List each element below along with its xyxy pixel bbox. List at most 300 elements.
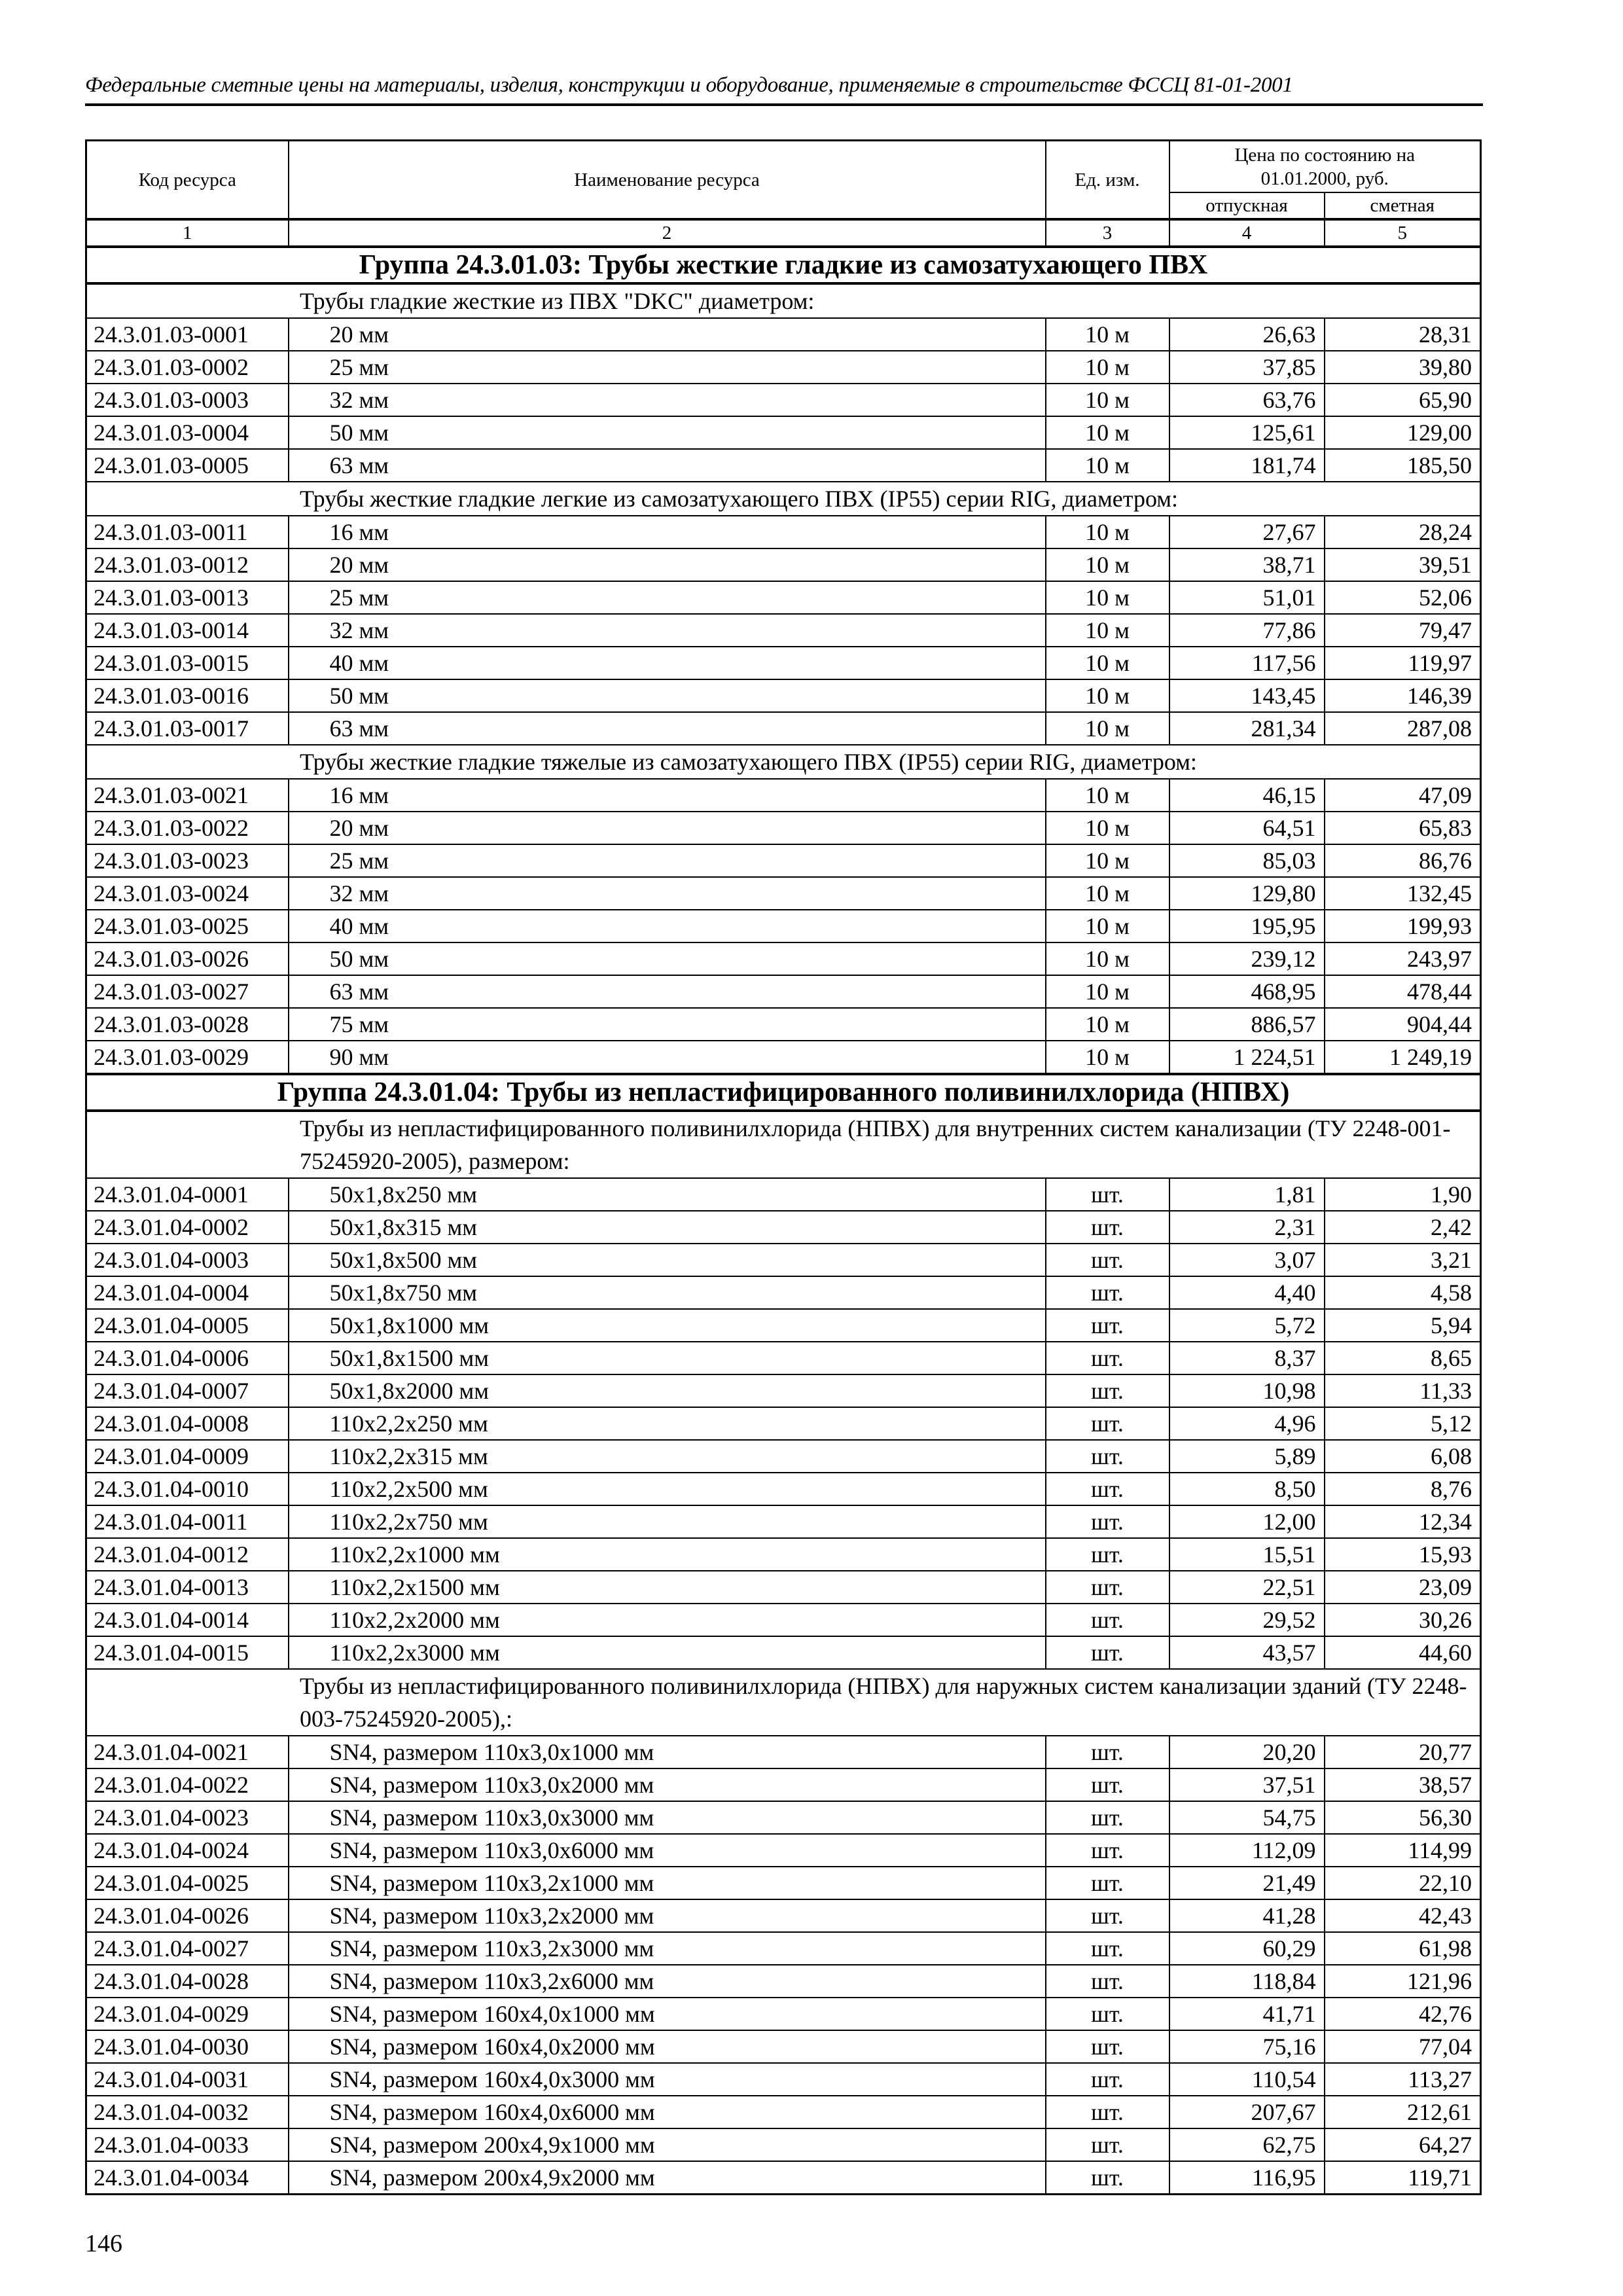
resource-name: SN4, размером 110х3,2х3000 мм [289,1932,1046,1965]
price-release: 117,56 [1169,647,1325,679]
unit: 10 м [1046,910,1169,942]
price-estimate: 12,34 [1325,1505,1481,1538]
price-estimate: 904,44 [1325,1008,1481,1041]
resource-name: 110х2,2х250 мм [289,1407,1046,1440]
price-release: 8,50 [1169,1473,1325,1505]
table-row [86,1998,1481,2030]
price-estimate: 243,97 [1325,942,1481,975]
price-release: 4,40 [1169,1276,1325,1309]
resource-code: 24.3.01.04-0012 [86,1538,289,1571]
price-estimate: 1,90 [1325,1178,1481,1211]
subgroup-heading: Трубы из непластифицированного поливинилхлорида (НПВХ) для наружных систем канализации зданий (ТУ 2248-003-75245920-2005),: [86,1669,1481,1736]
price-estimate: 39,80 [1325,351,1481,384]
price-release: 29,52 [1169,1604,1325,1636]
table-row [86,1473,1481,1505]
price-estimate: 199,93 [1325,910,1481,942]
subgroup-heading: Трубы жесткие гладкие легкие из самозатухающего ПВХ (IP55) серии RIG, диаметром: [86,482,1481,516]
price-estimate: 8,65 [1325,1342,1481,1374]
price-release: 1 224,51 [1169,1041,1325,1074]
price-release: 3,07 [1169,1244,1325,1276]
subgroup-heading: Трубы жесткие гладкие тяжелые из самозатухающего ПВХ (IP55) серии RIG, диаметром: [86,745,1481,779]
unit: шт. [1046,1309,1169,1342]
price-estimate: 42,76 [1325,1998,1481,2030]
price-release: 2,31 [1169,1211,1325,1244]
unit: шт. [1046,1768,1169,1801]
unit: 10 м [1046,844,1169,877]
table-row [86,516,1481,548]
price-release: 143,45 [1169,679,1325,712]
table-row [86,384,1481,416]
price-estimate: 64,27 [1325,2128,1481,2161]
subgroup-heading-row [86,283,1481,318]
price-estimate: 5,94 [1325,1309,1481,1342]
subgroup-heading-row [86,745,1481,779]
resource-code: 24.3.01.04-0014 [86,1604,289,1636]
unit: шт. [1046,2128,1169,2161]
table-row [86,1932,1481,1965]
price-release: 62,75 [1169,2128,1325,2161]
resource-name: 110х2,2х315 мм [289,1440,1046,1473]
resource-name: 63 мм [289,975,1046,1008]
resource-name: 40 мм [289,910,1046,942]
unit: шт. [1046,2161,1169,2195]
price-estimate: 65,90 [1325,384,1481,416]
price-release: 10,98 [1169,1374,1325,1407]
price-estimate: 2,42 [1325,1211,1481,1244]
table-row [86,581,1481,614]
price-estimate: 28,31 [1325,318,1481,351]
price-estimate: 132,45 [1325,877,1481,910]
group-title: Группа 24.3.01.03: Трубы жесткие гладкие из самозатухающего ПВХ [86,247,1481,283]
price-estimate: 23,09 [1325,1571,1481,1604]
table-row [86,1867,1481,1899]
price-release: 41,28 [1169,1899,1325,1932]
price-estimate: 4,58 [1325,1276,1481,1309]
table-row [86,1244,1481,1276]
unit: шт. [1046,1440,1169,1473]
price-estimate: 129,00 [1325,416,1481,449]
unit: шт. [1046,1407,1169,1440]
unit: шт. [1046,1276,1169,1309]
subgroup-heading: Трубы гладкие жесткие из ПВХ "DKC" диаметром: [86,283,1481,318]
price-estimate: 119,71 [1325,2161,1481,2195]
price-release: 129,80 [1169,877,1325,910]
unit: шт. [1046,1801,1169,1834]
resource-name: 63 мм [289,712,1046,745]
unit: шт. [1046,1965,1169,1998]
resource-code: 24.3.01.04-0005 [86,1309,289,1342]
resource-code: 24.3.01.03-0013 [86,581,289,614]
table-row [86,1768,1481,1801]
unit: 10 м [1046,614,1169,647]
price-estimate: 146,39 [1325,679,1481,712]
table-row [86,1538,1481,1571]
resource-name: 50х1,8х1000 мм [289,1309,1046,1342]
subgroup-heading-row [86,482,1481,516]
table-row [86,1407,1481,1440]
unit: шт. [1046,1998,1169,2030]
resource-name: 20 мм [289,812,1046,844]
group-title: Группа 24.3.01.04: Трубы из непластифицированного поливинилхлорида (НПВХ) [86,1074,1481,1111]
resource-name: 32 мм [289,384,1046,416]
resource-code: 24.3.01.04-0021 [86,1736,289,1768]
price-release: 5,89 [1169,1440,1325,1473]
resource-code: 24.3.01.04-0008 [86,1407,289,1440]
table-row [86,318,1481,351]
resource-name: 50х1,8х2000 мм [289,1374,1046,1407]
resource-name: SN4, размером 160х4,0х1000 мм [289,1998,1046,2030]
running-header: Федеральные сметные цены на материалы, изделия, конструкции и оборудование, применяемые в строительстве ФССЦ 81-01-2001 [85,73,1293,97]
price-estimate: 6,08 [1325,1440,1481,1473]
unit: шт. [1046,1636,1169,1669]
price-release: 8,37 [1169,1342,1325,1374]
table-row [86,975,1481,1008]
unit: 10 м [1046,679,1169,712]
resource-code: 24.3.01.04-0007 [86,1374,289,1407]
price-estimate: 11,33 [1325,1374,1481,1407]
table-row [86,1211,1481,1244]
unit: шт. [1046,1211,1169,1244]
resource-name: 110х2,2х1500 мм [289,1571,1046,1604]
price-release: 51,01 [1169,581,1325,614]
resource-code: 24.3.01.03-0014 [86,614,289,647]
unit: шт. [1046,1374,1169,1407]
resource-name: 40 мм [289,647,1046,679]
resource-name: 25 мм [289,844,1046,877]
resource-code: 24.3.01.04-0001 [86,1178,289,1211]
resource-name: SN4, размером 200х4,9х2000 мм [289,2161,1046,2195]
resource-code: 24.3.01.03-0026 [86,942,289,975]
price-estimate: 30,26 [1325,1604,1481,1636]
unit: шт. [1046,1244,1169,1276]
unit: шт. [1046,1178,1169,1211]
resource-name: 32 мм [289,877,1046,910]
unit: шт. [1046,1932,1169,1965]
header-unit: Ед. изм. [1046,141,1169,220]
unit: шт. [1046,1538,1169,1571]
price-release: 77,86 [1169,614,1325,647]
price-release: 125,61 [1169,416,1325,449]
price-release: 239,12 [1169,942,1325,975]
header-price-estimate: сметная [1325,192,1481,219]
resource-code: 24.3.01.04-0033 [86,2128,289,2161]
price-estimate: 478,44 [1325,975,1481,1008]
unit: шт. [1046,1834,1169,1867]
price-estimate: 114,99 [1325,1834,1481,1867]
resource-name: 110х2,2х500 мм [289,1473,1046,1505]
table-row [86,1440,1481,1473]
resource-code: 24.3.01.04-0013 [86,1571,289,1604]
price-release: 54,75 [1169,1801,1325,1834]
price-estimate: 39,51 [1325,548,1481,581]
resource-code: 24.3.01.04-0031 [86,2063,289,2096]
resource-code: 24.3.01.03-0017 [86,712,289,745]
resource-name: 50х1,8х250 мм [289,1178,1046,1211]
resource-name: 110х2,2х1000 мм [289,1538,1046,1571]
resource-name: 50 мм [289,679,1046,712]
price-release: 181,74 [1169,449,1325,482]
price-release: 60,29 [1169,1932,1325,1965]
unit: шт. [1046,1342,1169,1374]
unit: 10 м [1046,877,1169,910]
table-row [86,1899,1481,1932]
price-estimate: 5,12 [1325,1407,1481,1440]
resource-name: 50х1,8х750 мм [289,1276,1046,1309]
resource-code: 24.3.01.03-0028 [86,1008,289,1041]
unit: 10 м [1046,384,1169,416]
price-release: 207,67 [1169,2096,1325,2128]
group-title-row [86,247,1481,283]
price-estimate: 20,77 [1325,1736,1481,1768]
resource-name: SN4, размером 110х3,2х2000 мм [289,1899,1046,1932]
table-row [86,2161,1481,2195]
unit: 10 м [1046,975,1169,1008]
unit: 10 м [1046,942,1169,975]
unit: шт. [1046,1899,1169,1932]
table-row [86,1276,1481,1309]
unit: 10 м [1046,1008,1169,1041]
table-row [86,1801,1481,1834]
price-release: 38,71 [1169,548,1325,581]
unit: 10 м [1046,449,1169,482]
resource-code: 24.3.01.04-0010 [86,1473,289,1505]
unit: 10 м [1046,1041,1169,1074]
resource-code: 24.3.01.03-0005 [86,449,289,482]
resource-name: 16 мм [289,779,1046,812]
price-estimate: 185,50 [1325,449,1481,482]
table-row [86,942,1481,975]
table-row [86,1342,1481,1374]
unit: 10 м [1046,351,1169,384]
unit: 10 м [1046,416,1169,449]
resource-name: SN4, размером 110х3,0х6000 мм [289,1834,1046,1867]
price-release: 281,34 [1169,712,1325,745]
resource-code: 24.3.01.03-0003 [86,384,289,416]
resource-code: 24.3.01.03-0016 [86,679,289,712]
resource-name: SN4, размером 110х3,2х1000 мм [289,1867,1046,1899]
table-row [86,1374,1481,1407]
price-release: 63,76 [1169,384,1325,416]
table-row [86,1309,1481,1342]
price-release: 64,51 [1169,812,1325,844]
resource-code: 24.3.01.04-0023 [86,1801,289,1834]
table-row [86,351,1481,384]
price-release: 1,81 [1169,1178,1325,1211]
resource-code: 24.3.01.03-0025 [86,910,289,942]
price-release: 195,95 [1169,910,1325,942]
unit: шт. [1046,1867,1169,1899]
price-estimate: 3,21 [1325,1244,1481,1276]
price-estimate: 42,43 [1325,1899,1481,1932]
unit: шт. [1046,2063,1169,2096]
price-release: 75,16 [1169,2030,1325,2063]
resource-code: 24.3.01.04-0026 [86,1899,289,1932]
header-name: Наименование ресурса [289,141,1046,220]
price-estimate: 15,93 [1325,1538,1481,1571]
price-release: 21,49 [1169,1867,1325,1899]
price-release: 26,63 [1169,318,1325,351]
price-estimate: 65,83 [1325,812,1481,844]
price-release: 116,95 [1169,2161,1325,2195]
resource-code: 24.3.01.04-0027 [86,1932,289,1965]
header-price-release: отпускная [1169,192,1325,219]
resource-name: 110х2,2х2000 мм [289,1604,1046,1636]
price-release: 85,03 [1169,844,1325,877]
resource-name: 63 мм [289,449,1046,482]
resource-name: SN4, размером 110х3,0х2000 мм [289,1768,1046,1801]
resource-code: 24.3.01.04-0003 [86,1244,289,1276]
unit: 10 м [1046,812,1169,844]
table-row [86,1008,1481,1041]
price-release: 37,51 [1169,1768,1325,1801]
resource-code: 24.3.01.04-0004 [86,1276,289,1309]
table-row [86,910,1481,942]
table-row [86,2030,1481,2063]
header-rule [85,103,1483,106]
resource-code: 24.3.01.03-0015 [86,647,289,679]
price-release: 118,84 [1169,1965,1325,1998]
price-estimate: 56,30 [1325,1801,1481,1834]
table-row [86,1636,1481,1669]
price-estimate: 52,06 [1325,581,1481,614]
resource-code: 24.3.01.03-0027 [86,975,289,1008]
resource-code: 24.3.01.04-0029 [86,1998,289,2030]
resource-name: 90 мм [289,1041,1046,1074]
resource-code: 24.3.01.03-0022 [86,812,289,844]
table-row [86,679,1481,712]
table-row [86,877,1481,910]
column-number: 5 [1325,219,1481,247]
table-row [86,1178,1481,1211]
resource-code: 24.3.01.04-0015 [86,1636,289,1669]
column-number: 2 [289,219,1046,247]
price-estimate: 287,08 [1325,712,1481,745]
resource-code: 24.3.01.04-0002 [86,1211,289,1244]
table-row [86,1571,1481,1604]
table-row [86,2128,1481,2161]
price-release: 20,20 [1169,1736,1325,1768]
page-number: 146 [85,2230,122,2257]
resource-name: SN4, размером 160х4,0х3000 мм [289,2063,1046,2096]
resource-name: 50х1,8х315 мм [289,1211,1046,1244]
resource-code: 24.3.01.03-0021 [86,779,289,812]
resource-name: 25 мм [289,581,1046,614]
column-number: 3 [1046,219,1169,247]
table-row [86,647,1481,679]
resource-name: 50 мм [289,416,1046,449]
table-row [86,416,1481,449]
table-body [86,247,1481,2195]
resource-code: 24.3.01.04-0032 [86,2096,289,2128]
resource-name: 110х2,2х750 мм [289,1505,1046,1538]
price-release: 41,71 [1169,1998,1325,2030]
price-estimate: 77,04 [1325,2030,1481,2063]
table-row [86,449,1481,482]
price-release: 22,51 [1169,1571,1325,1604]
unit: 10 м [1046,581,1169,614]
unit: 10 м [1046,548,1169,581]
price-estimate: 1 249,19 [1325,1041,1481,1074]
resource-name: SN4, размером 110х3,2х6000 мм [289,1965,1046,1998]
resource-code: 24.3.01.03-0011 [86,516,289,548]
resource-code: 24.3.01.04-0006 [86,1342,289,1374]
table-row [86,2063,1481,2096]
price-release: 46,15 [1169,779,1325,812]
table-row [86,1505,1481,1538]
resource-code: 24.3.01.04-0011 [86,1505,289,1538]
resource-name: 32 мм [289,614,1046,647]
price-release: 27,67 [1169,516,1325,548]
price-release: 37,85 [1169,351,1325,384]
resource-name: 75 мм [289,1008,1046,1041]
table-row [86,1041,1481,1074]
unit: шт. [1046,2030,1169,2063]
resource-name: SN4, размером 160х4,0х2000 мм [289,2030,1046,2063]
price-release: 886,57 [1169,1008,1325,1041]
price-release: 43,57 [1169,1636,1325,1669]
resource-code: 24.3.01.04-0034 [86,2161,289,2195]
resource-code: 24.3.01.04-0030 [86,2030,289,2063]
price-estimate: 121,96 [1325,1965,1481,1998]
table-row [86,1736,1481,1768]
table-row [86,844,1481,877]
resource-name: SN4, размером 160х4,0х6000 мм [289,2096,1046,2128]
resource-code: 24.3.01.03-0029 [86,1041,289,1074]
resource-code: 24.3.01.04-0022 [86,1768,289,1801]
subgroup-heading: Трубы из непластифицированного поливинилхлорида (НПВХ) для внутренних систем канализации (ТУ 2248-001-75245920-2005), размером: [86,1111,1481,1178]
price-release: 110,54 [1169,2063,1325,2096]
resource-name: 20 мм [289,548,1046,581]
resource-code: 24.3.01.03-0024 [86,877,289,910]
price-estimate: 79,47 [1325,614,1481,647]
group-title-row [86,1074,1481,1111]
price-table [85,139,1482,2195]
unit: шт. [1046,2096,1169,2128]
resource-name: SN4, размером 110х3,0х1000 мм [289,1736,1046,1768]
table-row [86,1604,1481,1636]
unit: шт. [1046,1473,1169,1505]
resource-name: 50х1,8х1500 мм [289,1342,1046,1374]
table-row [86,779,1481,812]
unit: 10 м [1046,647,1169,679]
price-estimate: 212,61 [1325,2096,1481,2128]
price-estimate: 113,27 [1325,2063,1481,2096]
resource-code: 24.3.01.03-0004 [86,416,289,449]
column-number: 1 [86,219,289,247]
price-estimate: 119,97 [1325,647,1481,679]
table-row [86,2096,1481,2128]
resource-name: 16 мм [289,516,1046,548]
price-estimate: 47,09 [1325,779,1481,812]
price-estimate: 8,76 [1325,1473,1481,1505]
resource-name: 50 мм [289,942,1046,975]
price-estimate: 61,98 [1325,1932,1481,1965]
price-estimate: 38,57 [1325,1768,1481,1801]
price-release: 12,00 [1169,1505,1325,1538]
price-release: 4,96 [1169,1407,1325,1440]
subgroup-heading-row [86,1111,1481,1178]
resource-code: 24.3.01.03-0002 [86,351,289,384]
table-row [86,1834,1481,1867]
resource-code: 24.3.01.03-0012 [86,548,289,581]
unit: шт. [1046,1604,1169,1636]
column-number: 4 [1169,219,1325,247]
price-estimate: 28,24 [1325,516,1481,548]
resource-code: 24.3.01.04-0024 [86,1834,289,1867]
price-estimate: 86,76 [1325,844,1481,877]
header-code: Код ресурса [86,141,289,220]
resource-name: SN4, размером 110х3,0х3000 мм [289,1801,1046,1834]
